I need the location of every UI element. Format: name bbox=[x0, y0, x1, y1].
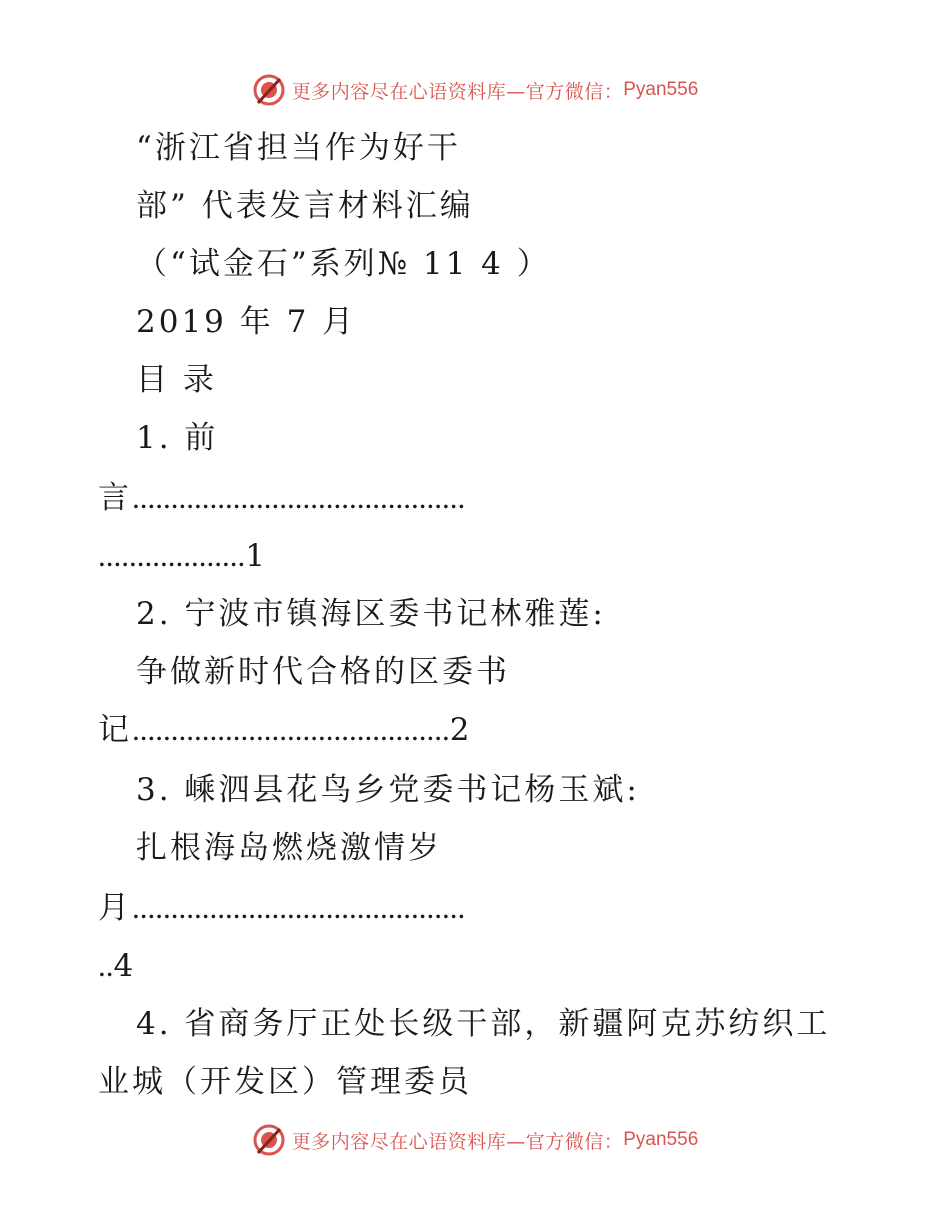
toc-entry-3-page-line: ..4 bbox=[98, 948, 137, 984]
toc-heading: 目 录 bbox=[136, 362, 217, 398]
toc-entry-2-page: 2 bbox=[449, 712, 473, 748]
toc-entry-2-title-cont: 争做新时代合格的区委书 bbox=[136, 654, 510, 690]
quill-logo-icon bbox=[252, 1123, 286, 1157]
document-title-line-1: “浙江省担当作为好干 bbox=[136, 130, 461, 166]
watermark-text: 更多内容尽在心语资料库—官方微信： bbox=[291, 80, 624, 103]
document-title-line-2: 部” 代表发言材料汇编 bbox=[136, 188, 474, 224]
toc-entry-1-page-line: ...................1 bbox=[98, 538, 268, 574]
watermark-text: 更多内容尽在心语资料库—官方微信： bbox=[291, 1130, 624, 1153]
toc-entry-3-leader: 月........................................... bbox=[98, 890, 466, 926]
toc-entry-1-leader: 言........................................... bbox=[98, 480, 466, 516]
watermark-wechat-id: Pyan556 bbox=[623, 1129, 699, 1150]
toc-entry-1-page: 1 bbox=[245, 538, 268, 574]
toc-entry-2-title: 2. 宁波市镇海区委书记林雅莲: bbox=[136, 596, 606, 632]
quill-logo-icon bbox=[252, 73, 286, 107]
toc-entry-3-title: 3. 嵊泗县花鸟乡党委书记杨玉斌: bbox=[136, 772, 640, 808]
watermark-wechat-id: Pyan556 bbox=[623, 79, 699, 100]
toc-entry-4-title: 4. 省商务厅正处长级干部，新疆阿克苏纺织工 bbox=[136, 1006, 831, 1042]
document-date: 2019 年 7 月 bbox=[136, 304, 357, 340]
toc-entry-4-title-cont: 业城（开发区）管理委员 bbox=[98, 1064, 472, 1100]
toc-entry-3-title-cont: 扎根海岛燃烧激情岁 bbox=[136, 830, 442, 866]
series-number: （“试金石”系列№ 11 4 ） bbox=[136, 246, 551, 282]
footer-watermark bbox=[0, 1120, 950, 1160]
toc-entry-2-leader: 记.........................................2 bbox=[98, 712, 473, 748]
toc-entry-1-title: 1. 前 bbox=[136, 420, 219, 456]
header-watermark bbox=[0, 70, 950, 110]
toc-entry-3-page: 4 bbox=[113, 948, 137, 984]
